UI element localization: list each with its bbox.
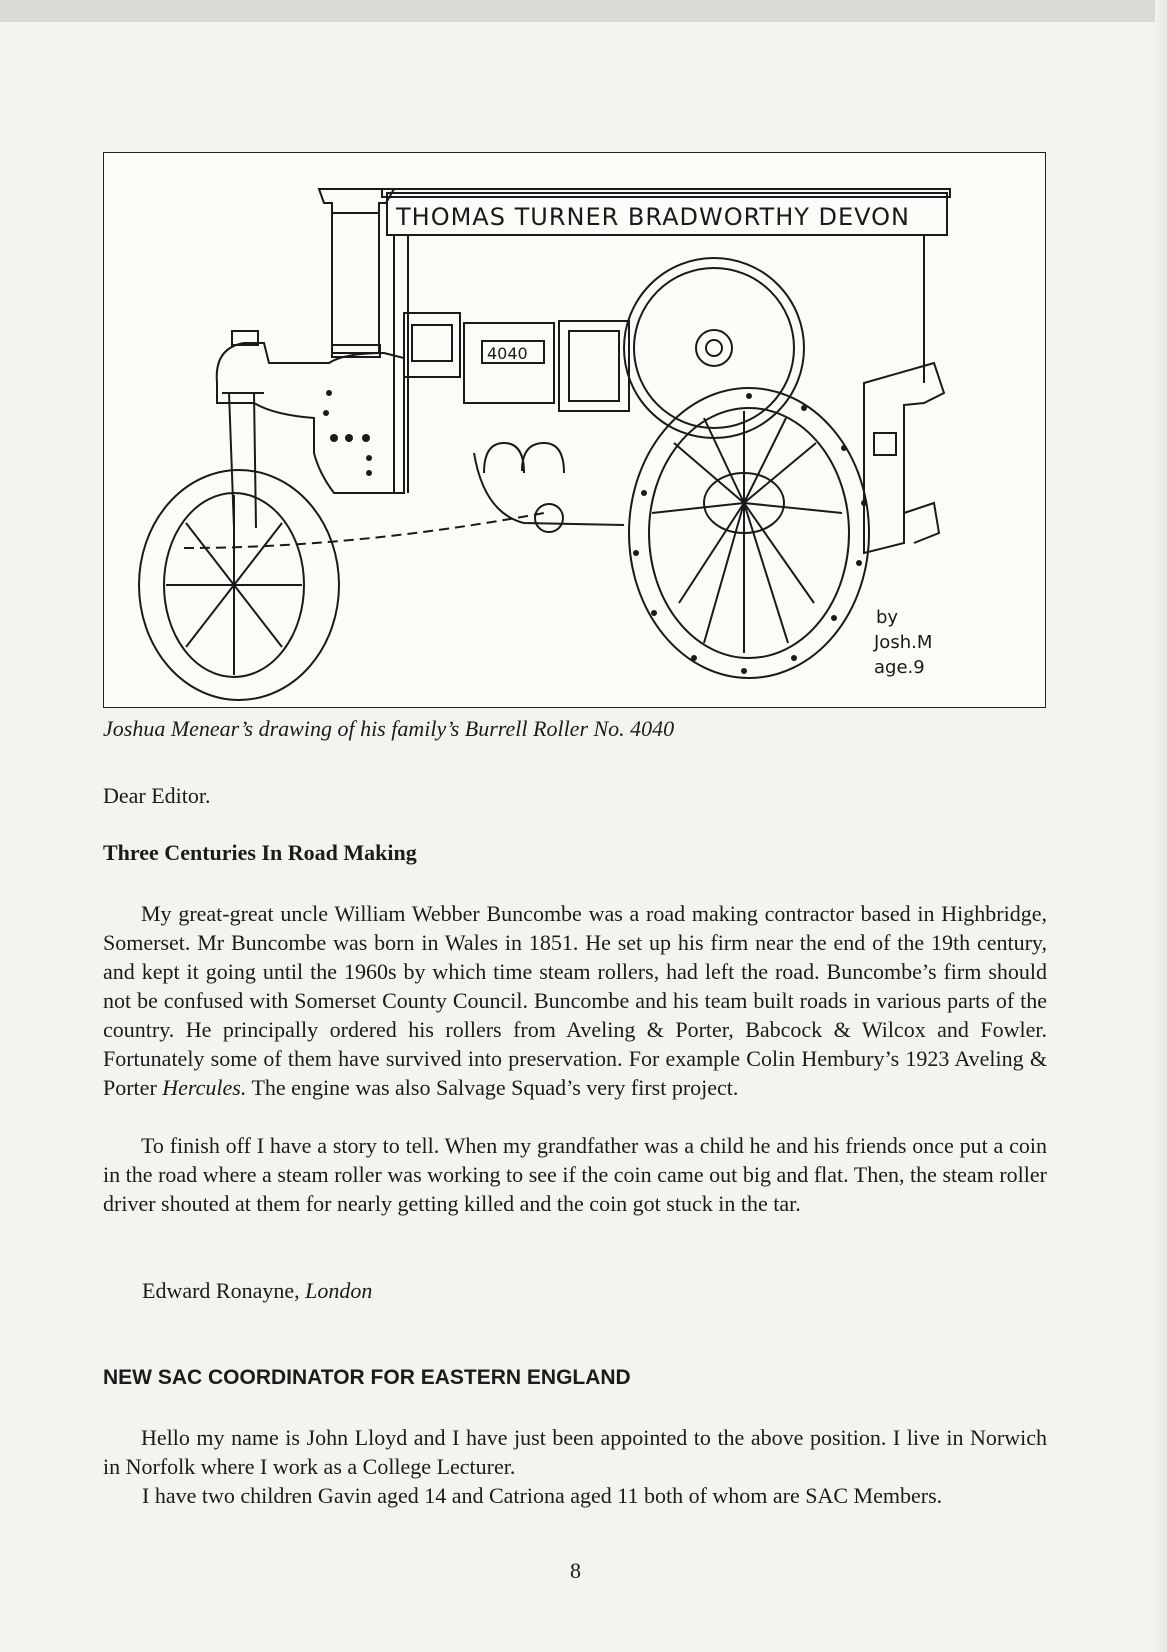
sac-heading: NEW SAC COORDINATOR FOR EASTERN ENGLAND: [103, 1366, 631, 1389]
tender: [864, 363, 944, 553]
canopy-front-posts: [394, 235, 408, 493]
rear-linkage: [904, 503, 939, 543]
figure-caption: Joshua Menear’s drawing of his family’s Burrell Roller No. 4040: [103, 716, 675, 741]
chain-sprocket: [535, 504, 563, 532]
sac-paragraph-2: I have two children Gavin aged 14 and Catriona aged 11 both of whom are SAC Members.: [142, 1483, 943, 1508]
signoff-place: London: [305, 1278, 373, 1303]
scan-right-edge: [1155, 0, 1167, 1652]
scan-top-shadow: [0, 0, 1167, 22]
side-panel-inner: [569, 331, 619, 401]
steering-chain: [184, 513, 544, 548]
signature-line-2: Josh.M: [874, 632, 933, 653]
boiler-rivets: [323, 390, 372, 476]
signature-line-1: by: [876, 607, 899, 628]
flywheel-rim: [634, 268, 794, 428]
letter-signoff: [142, 1278, 372, 1304]
letter-title: Three Centuries In Road Making: [103, 840, 417, 865]
engine-number: 4040: [487, 344, 528, 363]
sac-paragraph-1: [103, 1423, 1047, 1481]
page-number: 8: [570, 1558, 581, 1583]
letter-salutation: Dear Editor.: [103, 783, 211, 808]
board-text: THOMAS TURNER BRADWORTHY DEVON: [396, 203, 911, 231]
sac-paragraph-1-text: Hello my name is John Lloyd and I have just been appointed to the above position. I live in Norwich in Norfolk where I work as a College Lecturer.: [103, 1425, 1047, 1479]
flywheel-hub: [696, 330, 732, 366]
engine-name: Hercules.: [162, 1075, 247, 1100]
front-fork: [222, 393, 264, 528]
gauge-window: [412, 325, 452, 361]
letter-paragraph-1-text: My great-great uncle William Webber Buncombe was a road making contractor based in Highbridge, Somerset. Mr Buncombe was born in Wales in 1851. He set up his firm near the end of the 19th century, and kept it going until the 1960s by which time steam rollers, had left the road. Buncombe’s firm should not be confused with Somerset County Council. Buncombe and his team built roads in various parts of the country. He principally ordered his rollers from Aveling & Porter, Babcock & Wilcox and Fowler. Fortunately some of them have survived into preservation. For example Colin Hembury’s 1923 Aveling & Porter: [103, 901, 1047, 1100]
steam-pipes: [484, 443, 564, 473]
drive-pipe: [474, 453, 624, 525]
roller-sketch: [104, 153, 1044, 706]
letter-paragraph-1-end: The engine was also Salvage Squad’s very first project.: [246, 1075, 739, 1100]
steam-roller-drawing: [103, 152, 1046, 708]
tender-box: [874, 433, 896, 455]
flywheel: [624, 258, 804, 438]
signature-line-3: age.9: [874, 657, 925, 678]
letter-paragraph-2-text: To finish off I have a story to tell. When my grandfather was a child he and his friends once put a coin in the road where a steam roller was working to see if the coin came out big and flat. Then, the steam roller driver shouted at them for nearly getting killed and the coin got stuck in the tar.: [103, 1133, 1047, 1216]
signoff-name: Edward Ronayne,: [142, 1278, 306, 1303]
letter-paragraph-2: [103, 1131, 1047, 1218]
flywheel-boss: [706, 340, 722, 356]
letter-paragraph-1: [103, 899, 1047, 1102]
